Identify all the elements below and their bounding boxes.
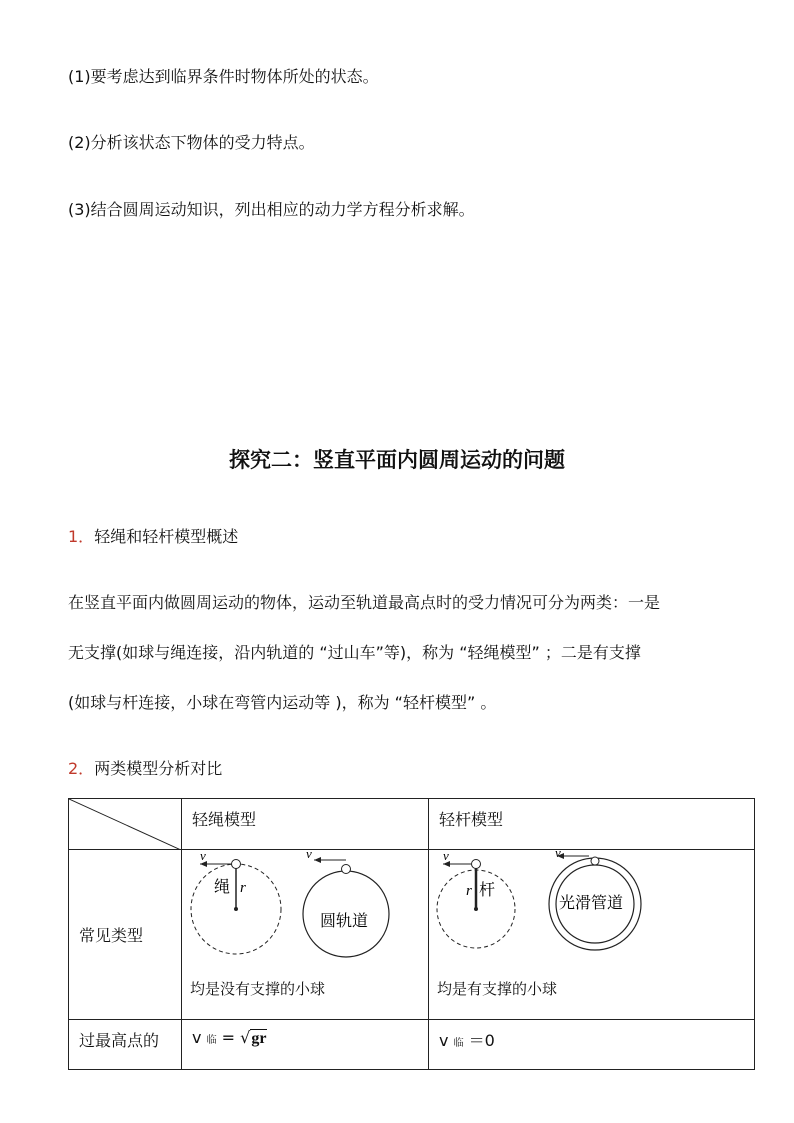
step-2: (2)分析该状态下物体的受力特点。	[68, 133, 315, 152]
rod-center-dot	[474, 907, 478, 911]
step-3: (3)结合圆周运动知识，列出相应的动力学方程分析求解。	[68, 200, 475, 219]
heading-overview	[68, 524, 238, 547]
comparison-table	[68, 798, 755, 1070]
track-label: 圆轨道	[320, 911, 369, 930]
rod-critical-speed-cell	[429, 1020, 755, 1070]
header-rope-label: 轻绳模型	[192, 810, 257, 829]
heading-text: 轻绳和轻杆模型概述	[94, 527, 239, 546]
paragraph-line-2: 无支撑(如球与绳连接，沿内轨道的 “过山车”等)，称为 “轻绳模型” ；二是有支撑	[68, 643, 641, 662]
diagonal-corner-cell	[69, 799, 182, 850]
header-rod	[429, 799, 755, 850]
equals-sign: =	[221, 1028, 236, 1047]
rod-diagram	[429, 850, 749, 975]
v-symbol: v	[439, 1031, 449, 1050]
heading-number: 1．	[68, 527, 95, 546]
v-subscript: 临	[206, 1035, 217, 1046]
rope-critical-speed	[182, 1020, 428, 1056]
sqrt-radicand: gr	[251, 1030, 267, 1047]
rod-critical-speed	[429, 1020, 754, 1059]
rope-caption: 均是没有支撑的小球	[190, 980, 326, 998]
heading-text: 两类模型分析对比	[94, 759, 223, 778]
header-rope	[182, 799, 429, 850]
heading-number: 2．	[68, 759, 95, 778]
heading-comparison	[68, 756, 222, 779]
rod-r-label: r	[466, 883, 472, 899]
paragraph-line-3: (如球与杆连接，小球在弯管内运动等 )，称为 “轻杆模型” 。	[68, 693, 497, 712]
row-types-label: 常见类型	[79, 926, 144, 945]
section-title: 探究二：竖直平面内圆周运动的问题	[229, 448, 565, 472]
equals-zero: ＝0	[468, 1031, 495, 1050]
rod-caption: 均是有支撑的小球	[437, 980, 558, 998]
rope-diagram	[182, 850, 428, 975]
row-top-point-label: 过最高点的	[79, 1031, 160, 1050]
sqrt-sign: √	[240, 1028, 251, 1047]
rod-figure-cell	[429, 850, 755, 1020]
rope-ball	[232, 860, 241, 869]
track-v-label: v	[306, 850, 312, 861]
rod-ball	[472, 860, 481, 869]
row-top-point-label-cell	[69, 1020, 182, 1070]
rope-figure-cell	[182, 850, 429, 1020]
v-symbol: v	[192, 1028, 202, 1047]
paragraph-line-1: 在竖直平面内做圆周运动的物体，运动至轨道最高点时的受力情况可分为两类：一是	[68, 593, 661, 612]
tube-v-label: v	[555, 850, 561, 860]
row-types-label-cell	[69, 850, 182, 1020]
step-1: (1)要考虑达到临界条件时物体所处的状态。	[68, 67, 379, 86]
rope-center-dot	[234, 907, 238, 911]
rope-v-label: v	[200, 850, 206, 863]
v-subscript: 临	[453, 1038, 464, 1049]
track-ball	[342, 865, 351, 874]
tube-ball	[591, 857, 599, 865]
rod-v-label: v	[443, 850, 449, 863]
rope-critical-speed-cell	[182, 1020, 429, 1070]
tube-label: 光滑管道	[559, 893, 624, 912]
diagonal-line	[69, 799, 181, 850]
rod-label: 杆	[479, 880, 496, 899]
header-rod-label: 轻杆模型	[439, 810, 504, 829]
rope-label: 绳	[214, 877, 231, 896]
rope-r-label: r	[240, 880, 246, 896]
